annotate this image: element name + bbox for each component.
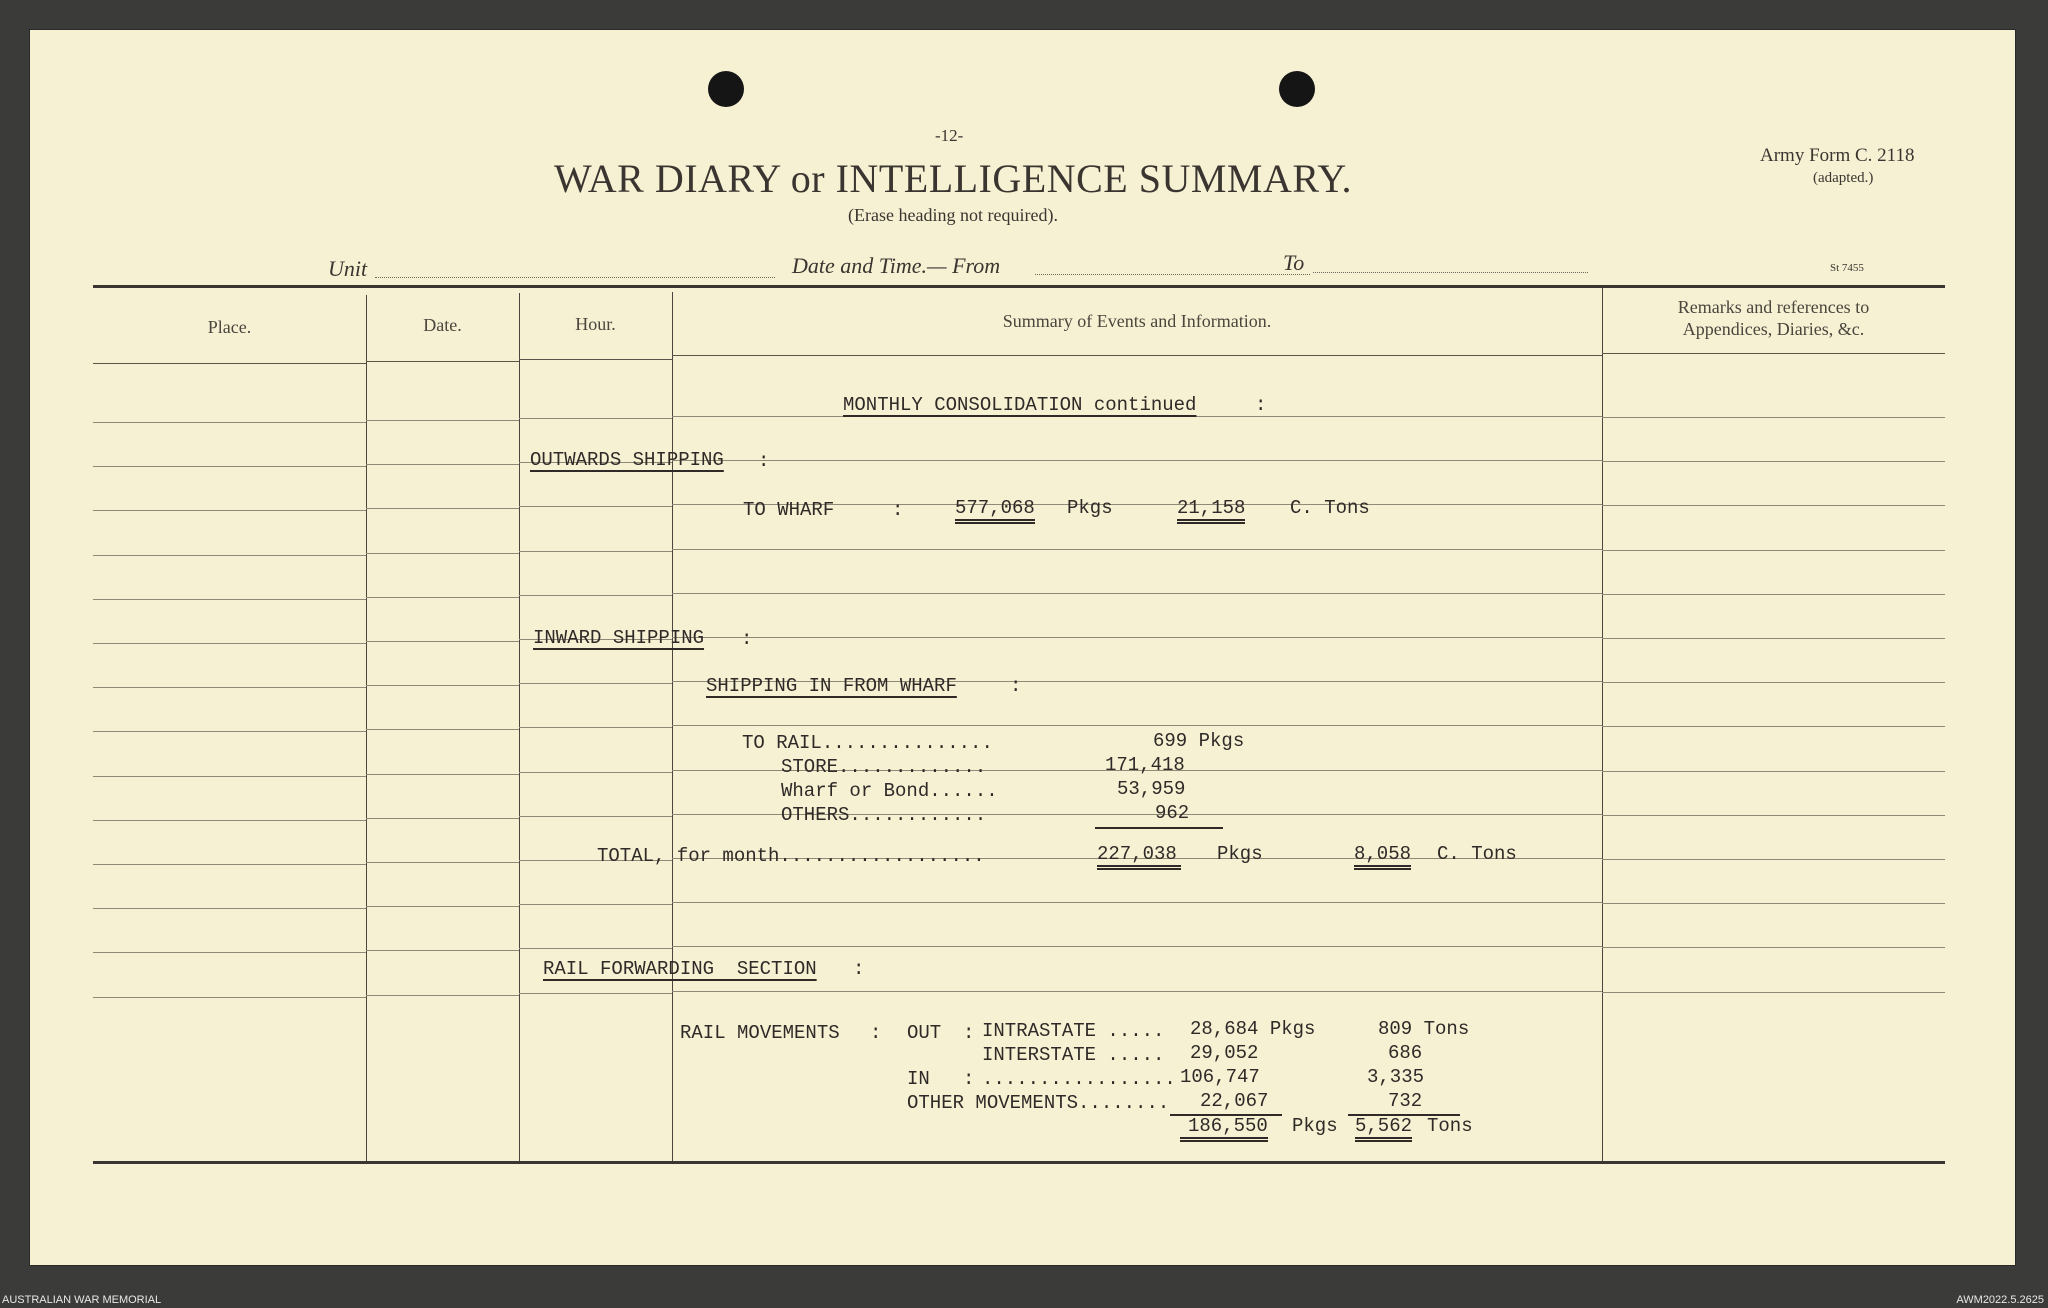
outwards-pkgs-value: 577,068 — [955, 497, 1035, 524]
column-divider-place — [366, 295, 367, 1161]
punch-hole-right — [1279, 71, 1315, 107]
header-rule-hour — [519, 359, 672, 360]
inward-row-label: TO RAIL............... — [742, 732, 993, 754]
ruled-line — [93, 422, 366, 423]
ruled-line — [1602, 505, 1945, 506]
shipping-in-heading: SHIPPING IN FROM WHARF — [706, 675, 957, 697]
from-field-line — [1035, 274, 1310, 275]
ruled-line — [1602, 461, 1945, 462]
ruled-line — [672, 549, 1602, 550]
inward-row-value: 53,959 — [1117, 778, 1186, 800]
colon: : — [1255, 394, 1267, 416]
ruled-line — [1602, 594, 1945, 595]
ruled-line — [519, 683, 672, 684]
footer-institution: AUSTRALIAN WAR MEMORIAL — [2, 1294, 162, 1306]
ruled-line — [1602, 771, 1945, 772]
ruled-line — [1602, 903, 1945, 904]
ruled-line — [1602, 550, 1945, 551]
column-header-summary: Summary of Events and Information. — [1002, 311, 1272, 331]
ruled-line — [366, 553, 519, 554]
inward-total-pkgs: 227,038 — [1097, 843, 1181, 870]
ruled-line — [672, 946, 1602, 947]
header-rule-remarks — [1602, 353, 1945, 354]
ruled-line — [519, 816, 672, 817]
ruled-line — [672, 991, 1602, 992]
ruled-line — [366, 995, 519, 996]
column-divider-summary — [1602, 288, 1603, 1161]
intrastate-tons: 809 Tons — [1378, 1018, 1470, 1040]
column-header-place: Place. — [207, 317, 252, 337]
rail-forwarding-heading: RAIL FORWARDING SECTION — [543, 958, 817, 980]
other-movements-pkgs: 22,067 — [1200, 1090, 1269, 1112]
ruled-line — [93, 466, 366, 467]
rail-total-tons-unit: Tons — [1427, 1115, 1473, 1137]
outwards-pkgs-unit: Pkgs — [1067, 497, 1113, 519]
ruled-line — [366, 950, 519, 951]
header-rule-date — [366, 361, 519, 362]
ruled-line — [672, 460, 1602, 461]
colon: : — [758, 450, 770, 472]
intrastate-pkgs: 28,684 Pkgs — [1190, 1018, 1316, 1040]
ruled-line — [93, 599, 366, 600]
inward-total-pkgs-unit: Pkgs — [1217, 843, 1263, 865]
colon: : — [892, 499, 904, 521]
inward-row-label: STORE............. — [781, 756, 987, 778]
inward-shipping-heading: INWARD SHIPPING — [533, 627, 705, 649]
column-divider-hour — [672, 292, 673, 1161]
outwards-tons-unit: C. Tons — [1290, 497, 1370, 519]
ruled-line — [366, 641, 519, 642]
header-rule-place — [93, 363, 366, 364]
ruled-line — [1602, 682, 1945, 683]
inward-row-label: Wharf or Bond...... — [781, 780, 998, 802]
ruled-line — [519, 551, 672, 552]
ruled-line — [93, 687, 366, 688]
unit-field-line — [375, 277, 775, 278]
rail-movements-label: RAIL MOVEMENTS — [680, 1022, 840, 1044]
ruled-line — [93, 864, 366, 865]
table-top-rule — [93, 285, 1945, 288]
intrastate-label: INTRASTATE ..... — [982, 1020, 1165, 1042]
to-wharf-label: TO WHARF — [743, 499, 835, 521]
form-title: WAR DIARY or INTELLIGENCE SUMMARY. — [553, 156, 1353, 201]
unit-label: Unit — [328, 256, 368, 281]
footer-accession-number: AWM2022.5.2625 — [1956, 1294, 2044, 1306]
ruled-line — [519, 727, 672, 728]
ruled-line — [1602, 859, 1945, 860]
ruled-line — [366, 862, 519, 863]
ruled-line — [366, 685, 519, 686]
ruled-line — [519, 506, 672, 507]
interstate-tons: 686 — [1388, 1042, 1423, 1064]
column-header-remarks-line1: Remarks and references to — [1677, 297, 1870, 317]
ruled-line — [1602, 638, 1945, 639]
ruled-line — [93, 908, 366, 909]
rail-total-pkgs: 186,550 — [1180, 1115, 1268, 1142]
ruled-line — [1602, 417, 1945, 418]
column-header-hour: Hour. — [575, 314, 616, 334]
other-movements-label: OTHER MOVEMENTS........ — [907, 1092, 1170, 1114]
ruled-line — [93, 510, 366, 511]
rail-total-pkgs-unit: Pkgs — [1292, 1115, 1338, 1137]
ruled-line — [366, 420, 519, 421]
inward-total-label: TOTAL, for month.................. — [597, 845, 985, 867]
other-movements-tons: 732 — [1388, 1090, 1423, 1112]
rail-in-dots: ................. — [982, 1068, 1176, 1090]
inward-total-tons: 8,058 — [1354, 843, 1411, 870]
colon: : — [963, 1022, 975, 1044]
stock-number: St 7455 — [1830, 262, 1864, 274]
ruled-line — [519, 418, 672, 419]
army-form-number: Army Form C. 2118 — [1760, 145, 1915, 166]
date-time-label: Date and Time.— From — [792, 253, 1001, 278]
ruled-line — [519, 948, 672, 949]
ruled-line — [93, 776, 366, 777]
page-number: -12- — [935, 126, 964, 145]
ruled-line — [1602, 815, 1945, 816]
ruled-line — [93, 952, 366, 953]
ruled-line — [93, 643, 366, 644]
monthly-consolidation-heading: MONTHLY CONSOLIDATION continued — [843, 394, 1197, 416]
diary-page — [30, 30, 2015, 1265]
ruled-line — [93, 820, 366, 821]
ruled-line — [519, 993, 672, 994]
column-header-remarks-line2: Appendices, Diaries, &c. — [1682, 319, 1865, 339]
ruled-line — [366, 729, 519, 730]
ruled-line — [1602, 947, 1945, 948]
punch-hole-left — [708, 71, 744, 107]
ruled-line — [672, 416, 1602, 417]
ruled-line — [519, 595, 672, 596]
interstate-label: INTERSTATE ..... — [982, 1044, 1165, 1066]
ruled-line — [366, 818, 519, 819]
inward-row-value: 171,418 — [1105, 754, 1185, 776]
rail-total-tons: 5,562 — [1355, 1115, 1412, 1142]
subtotal-rule — [1095, 827, 1223, 829]
ruled-line — [366, 464, 519, 465]
header-rule-summary — [672, 355, 1602, 356]
form-subtitle: (Erase heading not required). — [848, 205, 1058, 225]
outwards-shipping-heading: OUTWARDS SHIPPING — [530, 449, 724, 471]
colon: : — [1010, 675, 1022, 697]
column-header-date: Date. — [423, 315, 462, 335]
interstate-pkgs: 29,052 — [1190, 1042, 1259, 1064]
ruled-line — [519, 904, 672, 905]
ruled-line — [672, 637, 1602, 638]
colon: : — [853, 958, 865, 980]
ruled-line — [366, 774, 519, 775]
ruled-line — [672, 902, 1602, 903]
inward-row-label: OTHERS............ — [781, 804, 987, 826]
ruled-line — [672, 725, 1602, 726]
to-label: To — [1283, 250, 1305, 275]
to-field-line — [1313, 272, 1588, 273]
rail-in-label: IN — [907, 1068, 930, 1090]
rail-in-tons: 3,335 — [1367, 1066, 1425, 1088]
ruled-line — [366, 597, 519, 598]
rail-out-label: OUT — [907, 1022, 942, 1044]
ruled-line — [93, 997, 366, 998]
colon: : — [963, 1068, 975, 1090]
ruled-line — [93, 555, 366, 556]
rail-in-pkgs: 106,747 — [1180, 1066, 1260, 1088]
ruled-line — [366, 508, 519, 509]
outwards-tons-value: 21,158 — [1177, 497, 1245, 524]
inward-row-value: 699 Pkgs — [1153, 730, 1245, 752]
ruled-line — [672, 593, 1602, 594]
ruled-line — [93, 731, 366, 732]
table-bottom-rule — [93, 1161, 1945, 1164]
ruled-line — [1602, 992, 1945, 993]
inward-row-value: 962 — [1155, 802, 1190, 824]
ruled-line — [1602, 726, 1945, 727]
colon: : — [741, 628, 753, 650]
inward-total-tons-unit: C. Tons — [1437, 843, 1517, 865]
ruled-line — [366, 906, 519, 907]
colon: : — [870, 1022, 882, 1044]
ruled-line — [519, 772, 672, 773]
army-form-adapted: (adapted.) — [1813, 170, 1874, 186]
